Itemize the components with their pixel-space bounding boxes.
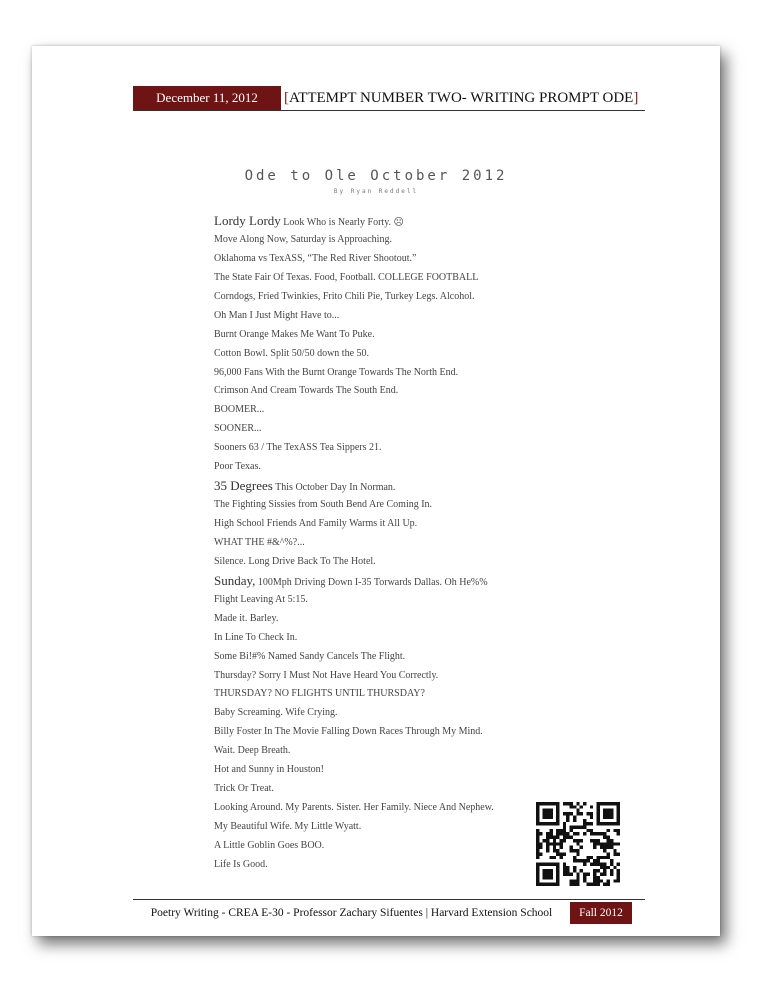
poem-line-text: In Line To Check In.	[214, 631, 298, 643]
poem-line-text: Thursday? Sorry I Must Not Have Heard You Correctly.	[214, 669, 439, 681]
poem-line-text: My Beautiful Wife. My Little Wyatt.	[214, 821, 362, 832]
poem-line	[214, 799, 574, 818]
poem-line-text: Oklahoma vs TexASS, “The Red River Shootout.”	[214, 252, 417, 264]
poem-title: Ode to Ole October 2012	[244, 168, 508, 184]
poem-line-text: The Fighting Sissies from South Bend Are Coming In.	[214, 499, 433, 511]
poem-line	[214, 307, 574, 326]
poem-line	[214, 648, 574, 667]
poem-line-text: Hot and Sunny in Houston!	[214, 764, 324, 776]
poem-line-text: Made it. Barley.	[214, 612, 279, 624]
poem-line-text: Look Who is Nearly Forty. ☹	[280, 217, 404, 228]
poem-line-text: Cotton Bowl. Split 50/50 down the 50.	[214, 347, 370, 359]
poem-line-text: This October Day In Norman.	[272, 482, 396, 494]
poem-line-text: SOONER...	[214, 423, 262, 435]
poem-line	[214, 723, 574, 742]
poem-line-text: Silence. Long Drive Back To The Hotel.	[214, 555, 376, 567]
poem-line-text: High School Friends And Family Warms it All Up.	[214, 518, 418, 529]
poem-line	[214, 345, 574, 364]
poem-line	[214, 685, 574, 704]
poem-line	[214, 780, 574, 799]
poem-line-text: WHAT THE #&^%?...	[214, 536, 305, 548]
document-page	[32, 46, 720, 936]
poem-line	[214, 742, 574, 761]
poem-line	[214, 364, 574, 383]
poem-line-text: Looking Around. My Parents. Sister. Her Family. Niece And Nephew.	[214, 802, 494, 814]
poem-line	[214, 326, 574, 345]
poem-line	[214, 610, 574, 629]
poem-line	[214, 458, 574, 477]
poem-line	[214, 534, 574, 553]
poem-line	[214, 761, 574, 780]
poem-line	[214, 401, 574, 420]
footer-course: Poetry Writing - CREA E-30 - Professor Zachary Sifuentes | Harvard Extension School	[150, 907, 553, 919]
poem-line	[214, 496, 574, 515]
poem-line	[214, 477, 574, 496]
poem-line-text: Life Is Good.	[214, 858, 268, 870]
poem-line-text: Baby Screaming. Wife Crying.	[214, 707, 338, 719]
poem-byline: By Ryan Reddell	[333, 188, 419, 195]
poem-line	[214, 591, 574, 610]
poem-line	[214, 382, 574, 401]
poem-line	[214, 212, 574, 231]
header-title-text: ATTEMPT NUMBER TWO- WRITING PROMPT ODE	[289, 90, 634, 106]
poem-line-text: Crimson And Cream Towards The South End.	[214, 385, 399, 397]
poem-line-text: The State Fair Of Texas. Food, Football. COLLEGE FOOTBALL	[214, 271, 479, 283]
poem-line-text: Trick Or Treat.	[214, 783, 274, 795]
poem-line-lead: Sunday,	[214, 572, 256, 588]
poem-line-text: BOOMER...	[214, 404, 265, 416]
header-rule	[133, 110, 645, 111]
poem-line-lead: 35 Degrees	[214, 478, 273, 494]
poem-line	[214, 420, 574, 439]
poem-line	[214, 553, 574, 572]
poem-line-text: Poor Texas.	[214, 461, 261, 473]
header-bracket-open: [	[284, 90, 289, 106]
poem-line-text: Sooners 63 / The TexASS Tea Sippers 21.	[214, 442, 382, 454]
qr-code-icon	[536, 802, 620, 886]
poem-line	[214, 629, 574, 648]
poem-line	[214, 250, 574, 269]
poem-line	[214, 231, 574, 250]
poem-line-text: Move Along Now, Saturday is Approaching.	[214, 233, 392, 245]
poem-line-text: Wait. Deep Breath.	[214, 745, 291, 757]
poem-line-text: A Little Goblin Goes BOO.	[214, 839, 325, 851]
header-date: December 11, 2012	[133, 86, 281, 110]
poem-line	[214, 837, 574, 856]
poem-line-lead: Lordy Lordy	[214, 213, 281, 228]
poem-line	[214, 704, 574, 723]
poem-line	[214, 667, 574, 686]
poem-line-text: Burnt Orange Makes Me Want To Puke.	[214, 328, 375, 340]
header-title	[284, 86, 638, 110]
footer-rule	[133, 899, 645, 900]
header-bracket-close: ]	[633, 90, 639, 106]
poem-line-text: Billy Foster In The Movie Falling Down Races Through My Mind.	[214, 726, 483, 738]
poem-line	[214, 856, 574, 875]
poem-line	[214, 515, 574, 534]
poem-line	[214, 439, 574, 458]
poem-body	[214, 212, 574, 875]
poem-line	[214, 572, 574, 591]
footer-term: Fall 2012	[570, 902, 632, 924]
poem-line	[214, 288, 574, 307]
poem-line-text: 96,000 Fans With the Burnt Orange Towards The North End.	[214, 366, 459, 378]
poem-line-text: Oh Man I Just Might Have to...	[214, 309, 340, 321]
poem-line-text: Some Bi!#% Named Sandy Cancels The Flight.	[214, 650, 406, 662]
poem-line	[214, 818, 574, 837]
poem-line	[214, 269, 574, 288]
poem-line-text: THURSDAY? NO FLIGHTS UNTIL THURSDAY?	[214, 688, 425, 700]
poem-line-text: Flight Leaving At 5:15.	[214, 593, 308, 605]
poem-line-text: 100Mph Driving Down I-35 Torwards Dallas. Oh He%%	[255, 576, 488, 588]
poem-line-text: Corndogs, Fried Twinkies, Frito Chili Pie, Turkey Legs. Alcohol.	[214, 290, 475, 302]
